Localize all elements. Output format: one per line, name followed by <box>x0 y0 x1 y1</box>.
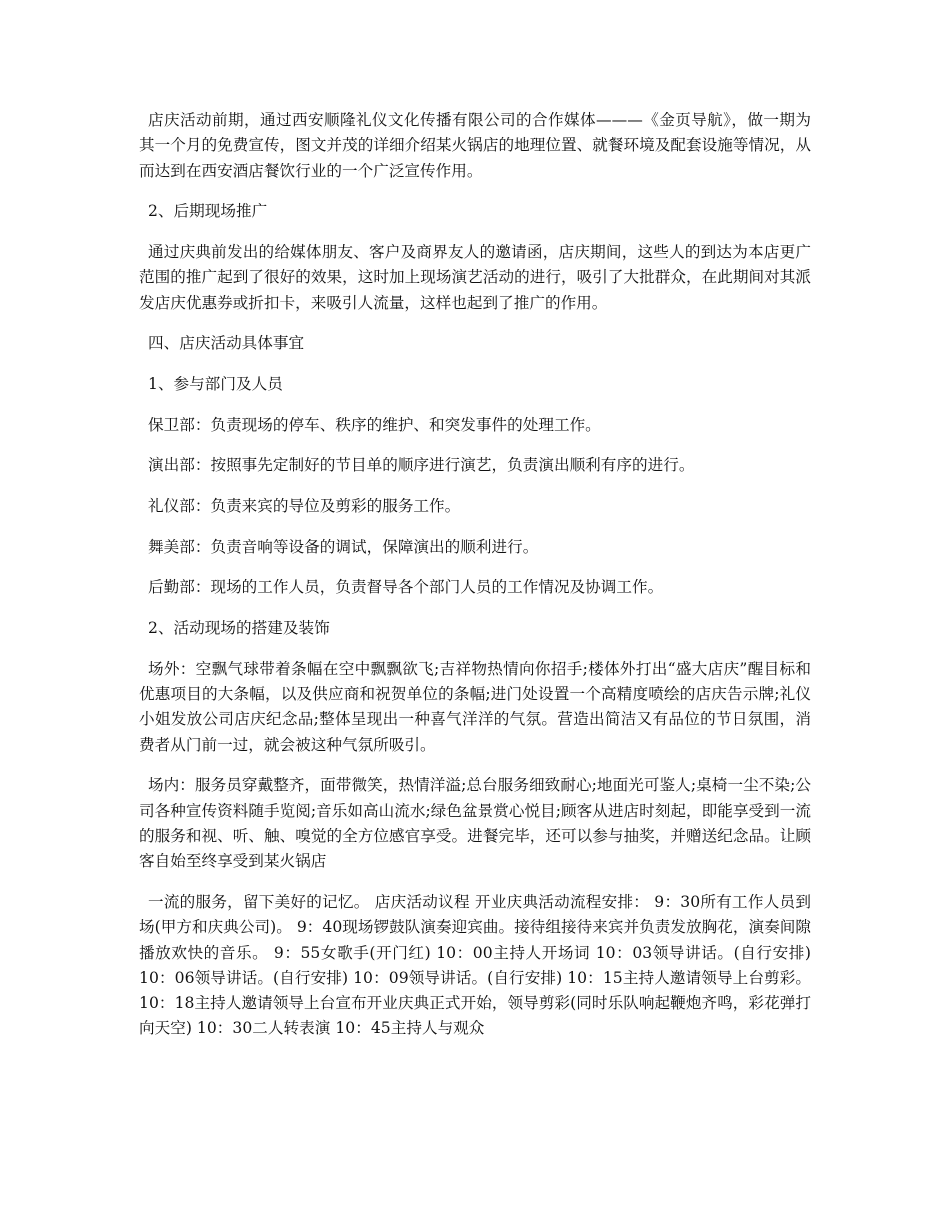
paragraph-security-dept: 保卫部：负责现场的停车、秩序的维护、和突发事件的处理工作。 <box>148 415 601 434</box>
paragraph-stage-art-dept: 舞美部：负责音响等设备的调试，保障演出的顺利进行。 <box>148 537 539 556</box>
heading-later-onsite-promotion: 2、后期现场推广 <box>148 202 268 221</box>
paragraph-indoor-service: 场内：服务员穿戴整齐，面带微笑，热情洋溢;总台服务细致耐心;地面光可鉴人;桌椅一尘不染;公司各种宣传资料随手览阅;音乐如高山流水;绿色盆景赏心悦目;顾客从进店时刻起，即能享受到一流的服务和视、听、触、嗅觉的全方位感官享受。进餐完毕，还可以参与抽奖，并赠送纪念品。让顾客自始至终享受到某火锅店 <box>139 776 811 871</box>
heading-departments-personnel: 1、参与部门及人员 <box>148 374 283 393</box>
paragraph-performance-dept: 演出部：按照事先定制好的节目单的顺序进行演艺，负责演出顺利有序的进行。 <box>148 456 695 475</box>
paragraph-event-agenda: 一流的服务，留下美好的记忆。 店庆活动议程 开业庆典活动流程安排： 9：30所有工作人员到场(甲方和庆典公司)。 9：40现场锣鼓队演奏迎宾曲。接待组接待来宾并负责发放胸花，演奏间隙播放欢快的音乐。 9：55女歌手(开门红) 10：00主持人开场词 10：03领导讲话。(自行安排) 10：06领导讲话。(自行安排) 10：09领导讲话。(自行安排) 10：15主持人邀请领导上台剪彩。 10：18主持人邀请领导上台宣布开业庆典正式开始，领导剪彩(同时乐队响起鞭炮齐鸣，彩花弹打向天空) 10：30二人转表演 10：45主持人与观众 <box>139 892 811 1038</box>
heading-venue-setup: 2、活动现场的搭建及装饰 <box>148 619 330 638</box>
heading-section-four: 四、店庆活动具体事宜 <box>148 334 305 353</box>
paragraph-promotion-intro: 店庆活动前期，通过西安顺隆礼仪文化传播有限公司的合作媒体———《金页导航》，做一期为其一个月的免费宣传，图文并茂的详细介绍某火锅店的地理位置、就餐环境及配套设施等情况，从而达到在西安酒店餐饮行业的一个广泛宣传作用。 <box>139 111 811 180</box>
paragraph-invitation-promotion: 通过庆典前发出的给媒体朋友、客户及商界友人的邀请函，店庆期间，这些人的到达为本店更广范围的推广起到了很好的效果，这时加上现场演艺活动的进行，吸引了大批群众，在此期间对其派发店庆优惠券或折扣卡，来吸引人流量，这样也起到了推广的作用。 <box>139 242 811 312</box>
paragraph-outdoor-decoration: 场外：空飘气球带着条幅在空中飘飘欲飞;吉祥物热情向你招手;楼体外打出“盛大店庆”醒目标和优惠项目的大条幅，以及供应商和祝贺单位的条幅;进门处设置一个高精度喷绘的店庆告示牌;礼仪小姐发放公司店庆纪念品;整体呈现出一种喜气洋洋的气氛。营造出简洁又有品位的节日氛围，消费者从门前一过，就会被这种气氛所吸引。 <box>139 659 811 754</box>
document-page <box>139 108 811 1057</box>
paragraph-etiquette-dept: 礼仪部：负责来宾的导位及剪彩的服务工作。 <box>148 497 461 515</box>
paragraph-logistics-dept: 后勤部：现场的工作人员，负责督导各个部门人员的工作情况及协调工作。 <box>148 578 664 597</box>
